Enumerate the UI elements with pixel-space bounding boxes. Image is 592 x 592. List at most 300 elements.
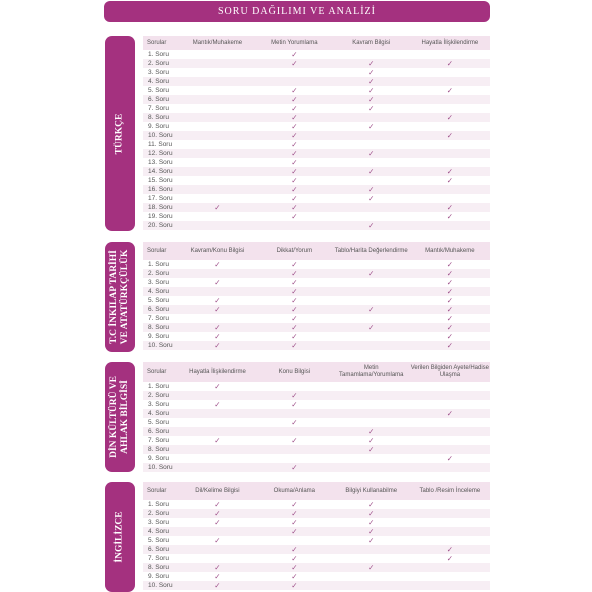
question-label: 1. Soru [148, 501, 169, 508]
check-mark-icon: ✓ [291, 140, 298, 149]
empty-cell [333, 212, 410, 221]
empty-cell [410, 436, 490, 445]
subject-label-bar [105, 362, 135, 472]
table-row [143, 95, 490, 104]
check-mark-icon: ✓ [291, 554, 298, 563]
question-label: 9. Soru [148, 333, 169, 340]
empty-cell [333, 341, 410, 350]
check-mark-icon: ✓ [179, 581, 256, 590]
question-label: 15. Soru [148, 177, 173, 184]
question-label: 8. Soru [143, 113, 179, 122]
table-row [143, 176, 490, 185]
check-mark-icon: ✓ [214, 332, 221, 341]
empty-cell [410, 50, 490, 59]
question-label: 9. Soru [148, 123, 169, 130]
table-row [143, 454, 490, 463]
table-row [143, 212, 490, 221]
check-mark-icon: ✓ [291, 436, 298, 445]
table-row [143, 260, 490, 269]
check-mark-icon: ✓ [333, 59, 410, 68]
check-mark-icon: ✓ [368, 436, 375, 445]
column-header: Metin Tamamlama/Yorumlama [333, 362, 410, 382]
question-label: 2. Soru [143, 59, 179, 68]
table-row [143, 527, 490, 536]
question-label: 4. Soru [143, 77, 179, 86]
empty-cell [333, 296, 410, 305]
check-mark-icon: ✓ [410, 203, 490, 212]
check-mark-icon: ✓ [368, 122, 375, 131]
question-label: 1. Soru [148, 261, 169, 268]
table-row [143, 382, 490, 391]
question-label: 7. Soru [148, 105, 169, 112]
check-mark-icon: ✓ [333, 323, 410, 332]
question-label: 4. Soru [143, 527, 179, 536]
table-row [143, 463, 490, 472]
check-mark-icon: ✓ [256, 59, 333, 68]
question-label: 13. Soru [148, 159, 173, 166]
question-label: 8. Soru [143, 563, 179, 572]
table-row [143, 140, 490, 149]
empty-cell [179, 77, 256, 86]
empty-cell [410, 140, 490, 149]
empty-cell [410, 221, 490, 230]
check-mark-icon: ✓ [368, 194, 375, 203]
table-row [143, 296, 490, 305]
empty-cell [333, 454, 410, 463]
check-mark-icon: ✓ [333, 563, 410, 572]
check-mark-icon: ✓ [410, 113, 490, 122]
table-row [143, 185, 490, 194]
empty-cell [179, 427, 256, 436]
empty-cell [179, 527, 256, 536]
question-label: 6. Soru [143, 305, 179, 314]
empty-cell [410, 527, 490, 536]
column-header: Tablo /Resim İnceleme [410, 482, 490, 500]
section-inkilap-tarihi [105, 242, 490, 352]
check-mark-icon: ✓ [214, 400, 221, 409]
empty-cell [410, 95, 490, 104]
check-mark-icon: ✓ [410, 287, 490, 296]
table-row [143, 131, 490, 140]
check-mark-icon: ✓ [333, 167, 410, 176]
question-label: 6. Soru [143, 427, 179, 436]
check-mark-icon: ✓ [291, 518, 298, 527]
empty-cell [179, 50, 256, 59]
table-row [143, 554, 490, 563]
empty-cell [179, 95, 256, 104]
check-mark-icon: ✓ [256, 95, 333, 104]
empty-cell [179, 185, 256, 194]
question-table [143, 482, 490, 590]
table-row [143, 581, 490, 590]
empty-cell [410, 445, 490, 454]
section-turkce [105, 36, 490, 231]
check-mark-icon: ✓ [446, 260, 453, 269]
column-header: Mantık/Muhakeme [410, 242, 490, 260]
empty-cell [179, 212, 256, 221]
question-label: 17. Soru [148, 195, 173, 202]
table-row [143, 269, 490, 278]
question-label: 9. Soru [148, 455, 169, 462]
table-row [143, 427, 490, 436]
check-mark-icon: ✓ [256, 167, 333, 176]
table-row [143, 149, 490, 158]
column-header: Sorular [143, 36, 179, 50]
table-row [143, 409, 490, 418]
empty-cell [179, 194, 256, 203]
empty-cell [333, 545, 410, 554]
check-mark-icon: ✓ [368, 86, 375, 95]
question-label: 18. Soru [143, 203, 179, 212]
empty-cell [179, 221, 256, 230]
question-label: 3. Soru [148, 279, 169, 286]
empty-cell [333, 50, 410, 59]
check-mark-icon: ✓ [214, 572, 221, 581]
empty-cell [179, 391, 256, 400]
check-mark-icon: ✓ [333, 509, 410, 518]
table-row [143, 86, 490, 95]
empty-cell [333, 418, 410, 427]
question-label: 5. Soru [148, 419, 169, 426]
question-label: 9. Soru [148, 573, 169, 580]
table-row [143, 400, 490, 409]
empty-cell [333, 572, 410, 581]
check-mark-icon: ✓ [291, 572, 298, 581]
empty-cell [179, 445, 256, 454]
check-mark-icon: ✓ [368, 518, 375, 527]
empty-cell [333, 332, 410, 341]
empty-cell [410, 563, 490, 572]
table-row [143, 113, 490, 122]
table-row [143, 122, 490, 131]
check-mark-icon: ✓ [446, 296, 453, 305]
question-label: 4. Soru [143, 287, 179, 296]
empty-cell [179, 113, 256, 122]
check-mark-icon: ✓ [256, 527, 333, 536]
check-mark-icon: ✓ [410, 409, 490, 418]
table-row [143, 314, 490, 323]
check-mark-icon: ✓ [179, 203, 256, 212]
check-mark-icon: ✓ [333, 527, 410, 536]
check-mark-icon: ✓ [214, 296, 221, 305]
table-row [143, 572, 490, 581]
check-mark-icon: ✓ [291, 296, 298, 305]
table-row [143, 104, 490, 113]
check-mark-icon: ✓ [410, 341, 490, 350]
empty-cell [410, 581, 490, 590]
subject-label-line: T.C İNKILAP TARİHİ VE ATATÜRKÇÜLÜK [109, 249, 130, 345]
question-label: 5. Soru [148, 297, 169, 304]
page-title: SORU DAĞILIMI VE ANALİZİ [104, 1, 490, 22]
empty-cell [256, 454, 333, 463]
table-row [143, 536, 490, 545]
check-mark-icon: ✓ [214, 436, 221, 445]
table-row [143, 500, 490, 509]
question-label: 10. Soru [143, 581, 179, 590]
check-mark-icon: ✓ [256, 269, 333, 278]
empty-cell [333, 140, 410, 149]
check-mark-icon: ✓ [179, 323, 256, 332]
table-row [143, 545, 490, 554]
empty-cell [333, 260, 410, 269]
table-row [143, 203, 490, 212]
empty-cell [410, 185, 490, 194]
check-mark-icon: ✓ [446, 332, 453, 341]
check-mark-icon: ✓ [333, 149, 410, 158]
column-header: Mantık/Muhakeme [179, 36, 256, 50]
empty-cell [179, 131, 256, 140]
column-header: Metin Yorumlama [256, 36, 333, 50]
empty-cell [179, 545, 256, 554]
check-mark-icon: ✓ [214, 260, 221, 269]
question-label: 12. Soru [143, 149, 179, 158]
empty-cell [410, 400, 490, 409]
empty-cell [410, 158, 490, 167]
check-mark-icon: ✓ [368, 104, 375, 113]
check-mark-icon: ✓ [368, 536, 375, 545]
table-row [143, 287, 490, 296]
question-label: 3. Soru [148, 69, 169, 76]
empty-cell [410, 509, 490, 518]
column-header: Konu Bilgisi [256, 362, 333, 382]
empty-cell [410, 518, 490, 527]
empty-cell [179, 86, 256, 95]
check-mark-icon: ✓ [291, 104, 298, 113]
empty-cell [410, 77, 490, 86]
check-mark-icon: ✓ [256, 563, 333, 572]
subject-label [109, 249, 131, 345]
check-mark-icon: ✓ [256, 149, 333, 158]
empty-cell [410, 500, 490, 509]
column-header: Sorular [143, 242, 179, 260]
empty-cell [333, 400, 410, 409]
table-row [143, 436, 490, 445]
question-label: 6. Soru [143, 95, 179, 104]
table-header-row [143, 482, 490, 500]
question-table [143, 36, 490, 230]
column-header: Dil/Kelime Bilgisi [179, 482, 256, 500]
empty-cell [256, 409, 333, 418]
check-mark-icon: ✓ [368, 500, 375, 509]
section-din-kulturu [105, 362, 490, 472]
check-mark-icon: ✓ [291, 260, 298, 269]
table-row [143, 50, 490, 59]
empty-cell [333, 287, 410, 296]
check-mark-icon: ✓ [333, 427, 410, 436]
question-label: 1. Soru [148, 383, 169, 390]
column-header: Kavram Bilgisi [333, 36, 410, 50]
empty-cell [333, 391, 410, 400]
check-mark-icon: ✓ [179, 305, 256, 314]
empty-cell [256, 77, 333, 86]
empty-cell [333, 382, 410, 391]
question-label: 7. Soru [148, 437, 169, 444]
check-mark-icon: ✓ [446, 212, 453, 221]
check-mark-icon: ✓ [410, 545, 490, 554]
check-mark-icon: ✓ [256, 305, 333, 314]
check-mark-icon: ✓ [179, 509, 256, 518]
empty-cell [410, 536, 490, 545]
check-mark-icon: ✓ [446, 314, 453, 323]
check-mark-icon: ✓ [256, 113, 333, 122]
empty-cell [333, 158, 410, 167]
check-mark-icon: ✓ [291, 500, 298, 509]
empty-cell [179, 454, 256, 463]
check-mark-icon: ✓ [333, 305, 410, 314]
table-row [143, 278, 490, 287]
check-mark-icon: ✓ [256, 341, 333, 350]
subject-label: İNGİLİZCE [114, 511, 125, 563]
check-mark-icon: ✓ [256, 509, 333, 518]
table-row [143, 59, 490, 68]
empty-cell [256, 536, 333, 545]
empty-cell [179, 140, 256, 149]
check-mark-icon: ✓ [291, 278, 298, 287]
check-mark-icon: ✓ [256, 287, 333, 296]
empty-cell [179, 418, 256, 427]
empty-cell [410, 572, 490, 581]
column-header: Kavram/Konu Bilgisi [179, 242, 256, 260]
empty-cell [256, 68, 333, 77]
table-row [143, 77, 490, 86]
empty-cell [410, 391, 490, 400]
question-table [143, 362, 490, 472]
empty-cell [410, 194, 490, 203]
table-row [143, 445, 490, 454]
empty-cell [179, 158, 256, 167]
question-label: 1. Soru [148, 51, 169, 58]
subject-label: TÜRKÇE [114, 113, 125, 154]
check-mark-icon: ✓ [291, 332, 298, 341]
question-label: 2. Soru [143, 509, 179, 518]
empty-cell [333, 131, 410, 140]
empty-cell [333, 203, 410, 212]
question-label: 4. Soru [143, 409, 179, 418]
column-header: Tablo/Harita Değerlendirme [333, 242, 410, 260]
check-mark-icon: ✓ [214, 278, 221, 287]
table-row [143, 305, 490, 314]
table-row [143, 518, 490, 527]
empty-cell [333, 176, 410, 185]
check-mark-icon: ✓ [410, 59, 490, 68]
question-label: 11. Soru [148, 141, 173, 148]
check-mark-icon: ✓ [291, 122, 298, 131]
check-mark-icon: ✓ [410, 305, 490, 314]
check-mark-icon: ✓ [410, 167, 490, 176]
empty-cell [410, 149, 490, 158]
check-mark-icon: ✓ [446, 278, 453, 287]
check-mark-icon: ✓ [333, 221, 410, 230]
check-mark-icon: ✓ [256, 391, 333, 400]
empty-cell [333, 463, 410, 472]
empty-cell [333, 581, 410, 590]
table-row [143, 167, 490, 176]
empty-cell [179, 314, 256, 323]
check-mark-icon: ✓ [291, 212, 298, 221]
table-row [143, 391, 490, 400]
check-mark-icon: ✓ [333, 95, 410, 104]
check-mark-icon: ✓ [256, 203, 333, 212]
section-ingilizce [105, 482, 490, 592]
check-mark-icon: ✓ [446, 554, 453, 563]
empty-cell [179, 287, 256, 296]
empty-cell [410, 382, 490, 391]
question-label: 10. Soru [143, 341, 179, 350]
empty-cell [410, 418, 490, 427]
subject-label-line: DİN KÜLTÜRÜ VE AHLAK BİLGİSİ [109, 376, 130, 458]
check-mark-icon: ✓ [410, 323, 490, 332]
question-label: 20. Soru [143, 221, 179, 230]
column-header: Hayatla İlişkilendirme [179, 362, 256, 382]
subject-label-bar [105, 482, 135, 592]
question-label: 16. Soru [143, 185, 179, 194]
empty-cell [410, 68, 490, 77]
question-label: 14. Soru [143, 167, 179, 176]
check-mark-icon: ✓ [291, 158, 298, 167]
check-mark-icon: ✓ [333, 445, 410, 454]
empty-cell [179, 176, 256, 185]
table-row [143, 418, 490, 427]
empty-cell [333, 554, 410, 563]
check-mark-icon: ✓ [410, 131, 490, 140]
check-mark-icon: ✓ [256, 463, 333, 472]
check-mark-icon: ✓ [291, 194, 298, 203]
question-label: 6. Soru [143, 545, 179, 554]
empty-cell [410, 463, 490, 472]
check-mark-icon: ✓ [214, 518, 221, 527]
question-label: 5. Soru [148, 537, 169, 544]
question-label: 3. Soru [148, 401, 169, 408]
question-label: 19. Soru [148, 213, 173, 220]
column-header: Okuma/Anlama [256, 482, 333, 500]
empty-cell [333, 314, 410, 323]
empty-cell [256, 445, 333, 454]
table-header-row [143, 362, 490, 382]
empty-cell [179, 554, 256, 563]
question-table [143, 242, 490, 350]
check-mark-icon: ✓ [291, 50, 298, 59]
empty-cell [179, 269, 256, 278]
table-row [143, 194, 490, 203]
check-mark-icon: ✓ [410, 269, 490, 278]
question-label: 10. Soru [143, 463, 179, 472]
table-header-row [143, 36, 490, 50]
column-header: Verilen Bilgiden Ayete/Hadise Ulaşma [410, 362, 490, 382]
question-label: 5. Soru [148, 87, 169, 94]
check-mark-icon: ✓ [214, 382, 221, 391]
empty-cell [179, 68, 256, 77]
empty-cell [256, 427, 333, 436]
table-header-row [143, 242, 490, 260]
table-row [143, 158, 490, 167]
question-label: 8. Soru [143, 445, 179, 454]
empty-cell [333, 278, 410, 287]
table-row [143, 332, 490, 341]
table-row [143, 323, 490, 332]
table-row [143, 563, 490, 572]
column-header: Sorular [143, 362, 179, 382]
empty-cell [256, 221, 333, 230]
column-header: Hayatla İlişkilendirme [410, 36, 490, 50]
check-mark-icon: ✓ [291, 418, 298, 427]
check-mark-icon: ✓ [333, 77, 410, 86]
question-label: 3. Soru [148, 519, 169, 526]
empty-cell [179, 104, 256, 113]
check-mark-icon: ✓ [446, 86, 453, 95]
check-mark-icon: ✓ [333, 185, 410, 194]
empty-cell [333, 409, 410, 418]
question-label: 7. Soru [148, 315, 169, 322]
